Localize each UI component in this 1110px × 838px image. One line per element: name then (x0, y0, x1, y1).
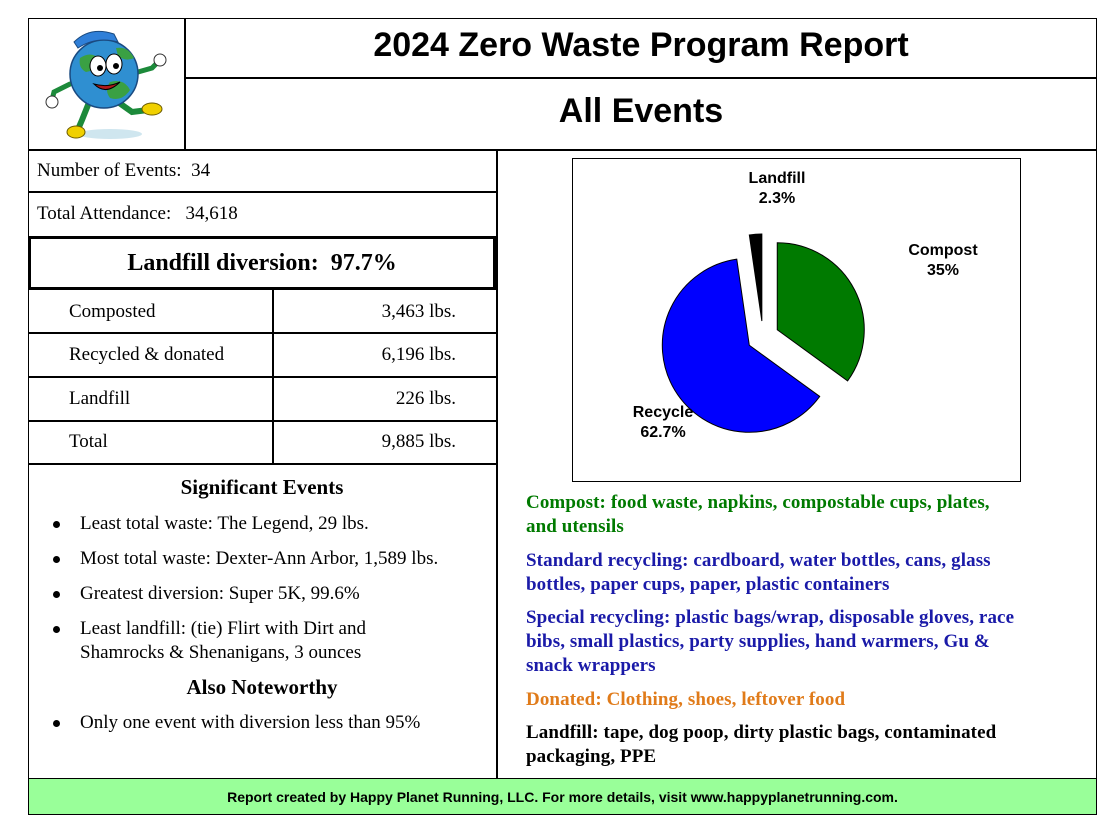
table-row-value: 6,196 lbs. (381, 344, 456, 365)
total-attendance (37, 203, 238, 225)
list-item: Only one event with diversion less than 95% (80, 712, 421, 733)
attendance-label: Total Attendance: (37, 203, 172, 224)
landfill-description (526, 721, 996, 769)
donated-description (526, 688, 845, 712)
special-recycling-line: snack wrappers (526, 655, 656, 676)
table-row-label: Total (69, 431, 108, 452)
report-title: 2024 Zero Waste Program Report (373, 26, 909, 64)
pie-slice-compost (777, 243, 864, 381)
pie-value-landfill: 2.3% (758, 190, 796, 207)
events-label: Number of Events: (37, 160, 182, 181)
pie-slice-landfill (749, 234, 762, 321)
diversion-label: Landfill diversion: (127, 250, 319, 276)
pie-label-recycle: Recycle (632, 404, 694, 421)
table-row-value: 9,885 lbs. (381, 431, 456, 452)
list-item: Least landfill: (tie) Flirt with Dirt and (80, 618, 366, 639)
list-item: Least total waste: The Legend, 29 lbs. (80, 513, 369, 534)
compost-line: and utensils (526, 516, 624, 537)
summary-divider-1 (28, 191, 496, 193)
landfill-line: Landfill: tape, dog poop, dirty plastic bags, contaminated (526, 722, 997, 743)
donated-line: Donated: Clothing, shoes, leftover food (526, 689, 846, 710)
footer-bar (29, 778, 1096, 814)
special-recycling-line: bibs, small plastics, party supplies, hand warmers, Gu & (526, 631, 990, 652)
standard-recycling-description (526, 549, 991, 597)
table-row-value: 226 lbs. (395, 388, 456, 409)
column-divider (496, 149, 498, 779)
pie-label-landfill: Landfill (748, 170, 806, 187)
special-recycling-description (526, 606, 1014, 678)
diversion-text (31, 250, 493, 277)
list-item: Greatest diversion: Super 5K, 99.6% (80, 583, 360, 604)
table-row-label: Recycled & donated (69, 344, 225, 365)
list-item: Most total waste: Dexter-Ann Arbor, 1,589 lbs. (80, 548, 439, 569)
standard-recycling-line: Standard recycling: cardboard, water bottles, cans, glass (526, 550, 991, 571)
events-count (37, 160, 210, 182)
table-row-label: Composted (69, 301, 156, 322)
significant-events-heading: Significant Events (180, 475, 344, 499)
table-divider-3 (28, 420, 496, 422)
diversion-value: 97.7% (330, 250, 397, 276)
events-value: 34 (191, 160, 211, 181)
pie-chart (572, 158, 1021, 482)
table-divider-1 (28, 332, 496, 334)
table-row-label: Landfill (69, 388, 131, 409)
standard-recycling-line: bottles, paper cups, paper, plastic containers (526, 574, 890, 595)
special-recycling-line: Special recycling: plastic bags/wrap, disposable gloves, race (526, 607, 1015, 628)
list-item-continuation: Shamrocks & Shenanigans, 3 ounces (80, 642, 362, 663)
diversion-box (28, 236, 496, 290)
planet-mascot-logo (40, 22, 175, 144)
table-row-value: 3,463 lbs. (381, 301, 456, 322)
table-divider-2 (28, 376, 496, 378)
pie-value-recycle: 62.7% (640, 424, 686, 441)
compost-line: Compost: food waste, napkins, compostable cups, plates, (526, 492, 990, 513)
report-subtitle: All Events (558, 92, 724, 130)
table-bottom-line (28, 463, 496, 465)
pie-value-compost: 35% (926, 262, 960, 279)
compost-description (526, 491, 990, 539)
landfill-line: packaging, PPE (526, 746, 657, 767)
footer-text: Report created by Happy Planet Running, LLC. For more details, visit www.happyplanetrunning.com. (227, 789, 898, 805)
noteworthy-heading: Also Noteworthy (186, 675, 338, 699)
header-bottom-line (28, 149, 1097, 151)
attendance-value: 34,618 (185, 203, 238, 224)
header-divider (184, 77, 1097, 79)
pie-chart-svg (573, 159, 1019, 480)
pie-label-compost: Compost (908, 242, 978, 259)
